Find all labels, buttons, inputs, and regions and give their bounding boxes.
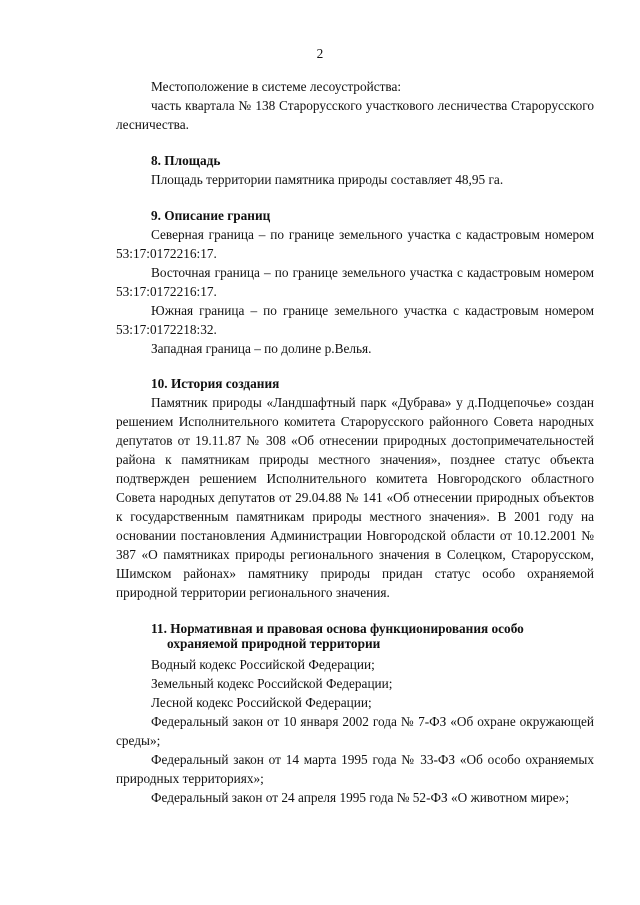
legal-heading-line-1: 11. Нормативная и правовая основа функционирования особо xyxy=(151,621,524,636)
border-east: Восточная граница – по границе земельного участка с кадастровым номером 53:17:0172216:17. xyxy=(116,265,594,299)
border-west: Западная граница – по долине р.Велья. xyxy=(151,341,372,356)
location-section xyxy=(116,77,594,134)
legal-item: Земельный кодекс Российской Федерации; xyxy=(151,676,393,691)
legal-section xyxy=(116,621,594,807)
area-text: Площадь территории памятника природы составляет 48,95 га. xyxy=(151,172,504,187)
legal-item: Федеральный закон от 24 апреля 1995 года № 52-ФЗ «О животном мире»; xyxy=(151,790,570,805)
legal-item: Федеральный закон от 10 января 2002 года № 7-ФЗ «Об охране окружающей среды»; xyxy=(116,714,594,748)
area-section xyxy=(116,151,594,189)
legal-heading xyxy=(116,621,594,651)
border-north: Северная граница – по границе земельного участка с кадастровым номером 53:17:0172216:17. xyxy=(116,227,594,261)
location-text: часть квартала № 138 Старорусского участкового лесничества Старорусского лесничества. xyxy=(116,98,594,132)
legal-item: Лесной кодекс Российской Федерации; xyxy=(151,695,372,710)
legal-item: Федеральный закон от 14 марта 1995 года № 33-ФЗ «Об особо охраняемых природных территориях»; xyxy=(116,752,594,786)
page-number: 2 xyxy=(316,46,324,61)
border-south: Южная граница – по границе земельного участка с кадастровым номером 53:17:0172218:32. xyxy=(116,303,594,337)
history-section xyxy=(116,374,594,602)
legal-item: Водный кодекс Российской Федерации; xyxy=(151,657,375,672)
borders-heading: 9. Описание границ xyxy=(151,208,271,223)
history-text: Памятник природы «Ландшафтный парк «Дубрава» у д.Подцепочье» создан решением Исполнительного комитета Старорусского районного Совета народных депутатов от 19.11.87 № 308 «Об отнесении природных достопримечательностей района к памятникам природы местного значения», позднее статус объекта подтвержден решением Исполнительного комитета Новгородского областного Совета народных депутатов от 29.04.88 № 141 «Об отнесении природных объектов к государственным памятникам природы местного значения». В 2001 году на основании постановления Администрации Новгородской области от 10.12.2001 № 387 «О памятниках природы регионального значения в Солецком, Старорусском, Шимском районах» памятнику природы придан статус особо охраняемой природной территории регионального значения. xyxy=(116,395,594,600)
location-label: Местоположение в системе лесоустройства: xyxy=(151,79,402,94)
history-heading: 10. История создания xyxy=(151,376,280,391)
area-heading: 8. Площадь xyxy=(151,153,221,168)
borders-section xyxy=(116,206,594,358)
legal-heading-line-2: охраняемой природной территории xyxy=(167,636,381,651)
